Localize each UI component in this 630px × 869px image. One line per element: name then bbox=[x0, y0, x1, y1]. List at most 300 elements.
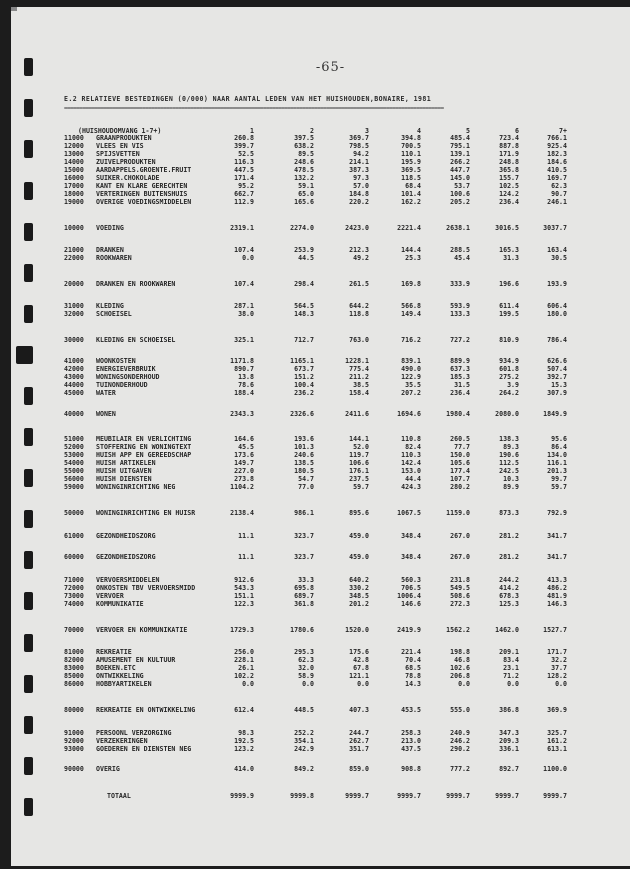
row-value: 912.6 bbox=[234, 576, 254, 584]
row-value: 1980.4 bbox=[446, 410, 470, 418]
row-value: 145.0 bbox=[450, 174, 470, 182]
row-value: 102.6 bbox=[450, 664, 470, 672]
row-code: 19000 bbox=[64, 198, 84, 206]
row-code: 52000 bbox=[64, 443, 84, 451]
row-value: 275.2 bbox=[499, 373, 519, 381]
row-value: 399.7 bbox=[234, 142, 254, 150]
row-value: 97.3 bbox=[353, 174, 369, 182]
row-value: 481.9 bbox=[547, 592, 567, 600]
row-label: OVERIG bbox=[96, 765, 120, 773]
row-value: 236.4 bbox=[450, 389, 470, 397]
row-value: 689.7 bbox=[294, 592, 314, 600]
row-code: 60000 bbox=[64, 553, 84, 561]
row-code: 82000 bbox=[64, 656, 84, 664]
row-value: 220.2 bbox=[349, 198, 369, 206]
row-code: 71000 bbox=[64, 576, 84, 584]
row-value: 763.0 bbox=[349, 336, 369, 344]
row-value: 889.9 bbox=[450, 357, 470, 365]
row-value: 25.3 bbox=[405, 254, 421, 262]
col-header: 5 bbox=[466, 127, 470, 135]
row-label: DRANKEN bbox=[96, 246, 124, 254]
row-value: 13.8 bbox=[238, 373, 254, 381]
row-value: 89.3 bbox=[503, 443, 519, 451]
row-value: 209.3 bbox=[499, 737, 519, 745]
row-value: 678.3 bbox=[499, 592, 519, 600]
row-value: 640.2 bbox=[349, 576, 369, 584]
row-value: 118.8 bbox=[349, 310, 369, 318]
row-value: 237.5 bbox=[349, 475, 369, 483]
row-value: 209.1 bbox=[499, 648, 519, 656]
row-value: 62.3 bbox=[551, 182, 567, 190]
row-label: HOBBYARTIKELEN bbox=[96, 680, 152, 688]
row-value: 325.7 bbox=[547, 729, 567, 737]
punch-hole bbox=[24, 264, 33, 282]
row-value: 149.4 bbox=[401, 310, 421, 318]
row-label: HUISH DIENSTEN bbox=[96, 475, 152, 483]
row-value: 361.8 bbox=[294, 600, 314, 608]
row-label: KLEDING EN SCHOEISEL bbox=[96, 336, 176, 344]
row-value: 1694.6 bbox=[397, 410, 421, 418]
row-value: 190.6 bbox=[499, 451, 519, 459]
row-label: ONTWIKKELING bbox=[96, 672, 144, 680]
row-value: 766.1 bbox=[547, 134, 567, 142]
row-value: 94.2 bbox=[353, 150, 369, 158]
row-code: 10000 bbox=[64, 224, 84, 232]
col-header: 7+ bbox=[559, 127, 567, 135]
row-value: 14.3 bbox=[405, 680, 421, 688]
row-value: 199.5 bbox=[499, 310, 519, 318]
row-value: 71.2 bbox=[503, 672, 519, 680]
row-value: 176.1 bbox=[349, 467, 369, 475]
row-value: 133.3 bbox=[450, 310, 470, 318]
row-label: WATER bbox=[96, 389, 116, 397]
row-value: 228.1 bbox=[234, 656, 254, 664]
row-code: 44000 bbox=[64, 381, 84, 389]
row-value: 144.4 bbox=[401, 246, 421, 254]
row-value: 122.9 bbox=[401, 373, 421, 381]
row-value: 153.0 bbox=[401, 467, 421, 475]
row-value: 564.5 bbox=[294, 302, 314, 310]
row-value: 38.0 bbox=[238, 310, 254, 318]
row-value: 45.5 bbox=[238, 443, 254, 451]
row-value: 142.4 bbox=[401, 459, 421, 467]
row-value: 258.3 bbox=[401, 729, 421, 737]
row-value: 1520.0 bbox=[345, 626, 369, 634]
table-title: E.2 RELATIEVE BESTEDINGEN (0/000) NAAR AANTAL LEDEN VAN HET HUISHOUDEN,BONAIRE, 1981 bbox=[64, 95, 432, 103]
row-label: GEZONDHEIDSZORG bbox=[96, 553, 156, 561]
row-code: 54000 bbox=[64, 459, 84, 467]
row-value: 70.4 bbox=[405, 656, 421, 664]
row-value: 146.6 bbox=[401, 600, 421, 608]
row-value: 447.7 bbox=[450, 166, 470, 174]
punch-hole bbox=[24, 305, 33, 323]
row-value: 986.1 bbox=[294, 509, 314, 517]
row-value: 78.6 bbox=[238, 381, 254, 389]
row-value: 490.0 bbox=[401, 365, 421, 373]
corner-mark bbox=[11, 7, 17, 11]
row-value: 700.5 bbox=[401, 142, 421, 150]
row-value: 410.5 bbox=[547, 166, 567, 174]
row-value: 2419.9 bbox=[397, 626, 421, 634]
row-code: 43000 bbox=[64, 373, 84, 381]
row-value: 193.9 bbox=[547, 280, 567, 288]
row-label: VERZEKERINGEN bbox=[96, 737, 148, 745]
row-value: 236.4 bbox=[499, 198, 519, 206]
total-label: TOTAAL bbox=[107, 792, 131, 800]
row-value: 98.3 bbox=[238, 729, 254, 737]
punch-hole bbox=[24, 223, 33, 241]
row-value: 205.2 bbox=[450, 198, 470, 206]
row-value: 260.5 bbox=[450, 435, 470, 443]
row-value: 606.4 bbox=[547, 302, 567, 310]
row-label: GEZONDHEIDSZORG bbox=[96, 532, 156, 540]
row-label: WONINGINRICHTING EN HUISR bbox=[96, 509, 196, 517]
row-value: 26.1 bbox=[238, 664, 254, 672]
row-value: 485.4 bbox=[450, 134, 470, 142]
row-value: 100.4 bbox=[294, 381, 314, 389]
row-value: 148.3 bbox=[294, 310, 314, 318]
row-value: 849.2 bbox=[294, 765, 314, 773]
row-code: 15000 bbox=[64, 166, 84, 174]
row-value: 77.7 bbox=[454, 443, 470, 451]
row-value: 1527.7 bbox=[543, 626, 567, 634]
row-code: 30000 bbox=[64, 336, 84, 344]
row-value: 68.4 bbox=[405, 182, 421, 190]
row-value: 58.9 bbox=[298, 672, 314, 680]
row-code: 40000 bbox=[64, 410, 84, 418]
total-value: 9999.7 bbox=[495, 792, 519, 800]
total-value: 9999.9 bbox=[230, 792, 254, 800]
row-value: 873.3 bbox=[499, 509, 519, 517]
row-value: 231.8 bbox=[450, 576, 470, 584]
row-value: 325.1 bbox=[234, 336, 254, 344]
row-value: 2638.1 bbox=[446, 224, 470, 232]
row-value: 45.4 bbox=[454, 254, 470, 262]
row-value: 77.0 bbox=[298, 483, 314, 491]
row-value: 341.7 bbox=[547, 553, 567, 561]
row-value: 184.8 bbox=[349, 190, 369, 198]
row-code: 53000 bbox=[64, 451, 84, 459]
row-value: 2221.4 bbox=[397, 224, 421, 232]
row-code: 21000 bbox=[64, 246, 84, 254]
row-label: TUINONDERHOUD bbox=[96, 381, 148, 389]
row-value: 695.8 bbox=[294, 584, 314, 592]
row-value: 387.3 bbox=[349, 166, 369, 174]
row-value: 59.7 bbox=[353, 483, 369, 491]
row-value: 307.9 bbox=[547, 389, 567, 397]
scanned-page bbox=[11, 7, 630, 866]
row-value: 206.8 bbox=[450, 672, 470, 680]
row-value: 3037.7 bbox=[543, 224, 567, 232]
row-code: 18000 bbox=[64, 190, 84, 198]
row-value: 184.6 bbox=[547, 158, 567, 166]
row-value: 392.7 bbox=[547, 373, 567, 381]
row-value: 908.8 bbox=[401, 765, 421, 773]
row-label: BOEKEN.ETC bbox=[96, 664, 136, 672]
row-value: 138.3 bbox=[499, 435, 519, 443]
row-code: 83000 bbox=[64, 664, 84, 672]
row-label: VERVOERSMIDDELEN bbox=[96, 576, 160, 584]
row-value: 1562.2 bbox=[446, 626, 470, 634]
row-value: 261.5 bbox=[349, 280, 369, 288]
row-label: STOFFERING EN WONINGTEXT bbox=[96, 443, 192, 451]
row-code: 14000 bbox=[64, 158, 84, 166]
row-value: 895.6 bbox=[349, 509, 369, 517]
row-value: 100.6 bbox=[450, 190, 470, 198]
row-value: 106.6 bbox=[349, 459, 369, 467]
row-value: 1228.1 bbox=[345, 357, 369, 365]
row-code: 80000 bbox=[64, 706, 84, 714]
row-label: KOMMUNIKATIE bbox=[96, 600, 144, 608]
row-value: 125.3 bbox=[499, 600, 519, 608]
row-value: 146.3 bbox=[547, 600, 567, 608]
row-value: 161.2 bbox=[547, 737, 567, 745]
row-value: 244.2 bbox=[499, 576, 519, 584]
row-value: 348.4 bbox=[401, 532, 421, 540]
row-value: 1462.0 bbox=[495, 626, 519, 634]
row-code: 41000 bbox=[64, 357, 84, 365]
row-value: 42.8 bbox=[353, 656, 369, 664]
row-code: 92000 bbox=[64, 737, 84, 745]
row-label: OVERIGE VOEDINGSMIDDELEN bbox=[96, 198, 192, 206]
row-value: 351.7 bbox=[349, 745, 369, 753]
row-value: 637.3 bbox=[450, 365, 470, 373]
row-label: MEUBILAIR EN VERLICHTING bbox=[96, 435, 192, 443]
row-value: 0.0 bbox=[555, 680, 567, 688]
row-value: 280.2 bbox=[450, 483, 470, 491]
row-code: 90000 bbox=[64, 765, 84, 773]
row-label: KANT EN KLARE GERECHTEN bbox=[96, 182, 188, 190]
row-value: 163.4 bbox=[547, 246, 567, 254]
row-value: 52.5 bbox=[238, 150, 254, 158]
row-value: 171.7 bbox=[547, 648, 567, 656]
row-value: 394.8 bbox=[401, 134, 421, 142]
row-value: 11.1 bbox=[238, 553, 254, 561]
row-label: HUISH APP EN GEREEDSCHAP bbox=[96, 451, 192, 459]
row-code: 42000 bbox=[64, 365, 84, 373]
row-value: 59.1 bbox=[298, 182, 314, 190]
row-value: 424.3 bbox=[401, 483, 421, 491]
row-value: 2080.0 bbox=[495, 410, 519, 418]
row-value: 555.0 bbox=[450, 706, 470, 714]
row-value: 169.7 bbox=[547, 174, 567, 182]
row-value: 3016.5 bbox=[495, 224, 519, 232]
row-value: 0.0 bbox=[357, 680, 369, 688]
row-value: 290.2 bbox=[450, 745, 470, 753]
row-value: 196.6 bbox=[499, 280, 519, 288]
row-value: 777.2 bbox=[450, 765, 470, 773]
row-value: 240.6 bbox=[294, 451, 314, 459]
row-value: 712.7 bbox=[294, 336, 314, 344]
row-code: 50000 bbox=[64, 509, 84, 517]
col-header: 6 bbox=[515, 127, 519, 135]
row-value: 162.2 bbox=[401, 198, 421, 206]
row-value: 38.5 bbox=[353, 381, 369, 389]
row-value: 0.0 bbox=[507, 680, 519, 688]
row-value: 2326.6 bbox=[290, 410, 314, 418]
punch-hole bbox=[24, 140, 33, 158]
row-value: 0.0 bbox=[458, 680, 470, 688]
row-value: 188.4 bbox=[234, 389, 254, 397]
row-value: 892.7 bbox=[499, 765, 519, 773]
row-value: 49.2 bbox=[353, 254, 369, 262]
row-value: 593.9 bbox=[450, 302, 470, 310]
row-value: 110.8 bbox=[401, 435, 421, 443]
row-value: 107.7 bbox=[450, 475, 470, 483]
row-value: 134.0 bbox=[547, 451, 567, 459]
row-value: 207.2 bbox=[401, 389, 421, 397]
row-value: 102.5 bbox=[499, 182, 519, 190]
punch-hole bbox=[24, 716, 33, 734]
row-value: 78.8 bbox=[405, 672, 421, 680]
row-value: 613.1 bbox=[547, 745, 567, 753]
row-value: 192.5 bbox=[234, 737, 254, 745]
row-code: 81000 bbox=[64, 648, 84, 656]
row-value: 116.3 bbox=[234, 158, 254, 166]
row-value: 150.0 bbox=[450, 451, 470, 459]
row-value: 365.8 bbox=[499, 166, 519, 174]
row-label: GRAANPRODUKTEN bbox=[96, 134, 152, 142]
row-value: 248.8 bbox=[499, 158, 519, 166]
row-value: 716.2 bbox=[401, 336, 421, 344]
row-value: 185.3 bbox=[450, 373, 470, 381]
row-value: 2343.3 bbox=[230, 410, 254, 418]
row-value: 82.4 bbox=[405, 443, 421, 451]
page-number: -65- bbox=[315, 60, 346, 75]
row-value: 252.2 bbox=[294, 729, 314, 737]
row-label: VERVOER bbox=[96, 592, 124, 600]
row-value: 121.1 bbox=[349, 672, 369, 680]
punch-hole bbox=[24, 99, 33, 117]
row-value: 414.0 bbox=[234, 765, 254, 773]
row-value: 611.4 bbox=[499, 302, 519, 310]
row-value: 1159.0 bbox=[446, 509, 470, 517]
row-value: 560.3 bbox=[401, 576, 421, 584]
row-code: 72000 bbox=[64, 584, 84, 592]
row-value: 201.3 bbox=[547, 467, 567, 475]
row-value: 1165.1 bbox=[290, 357, 314, 365]
row-code: 31000 bbox=[64, 302, 84, 310]
row-value: 612.4 bbox=[234, 706, 254, 714]
row-label: VLEES EN VIS bbox=[96, 142, 144, 150]
punch-hole bbox=[24, 551, 33, 569]
row-value: 887.8 bbox=[499, 142, 519, 150]
row-value: 673.7 bbox=[294, 365, 314, 373]
row-value: 53.7 bbox=[454, 182, 470, 190]
row-value: 180.0 bbox=[547, 310, 567, 318]
row-label: DRANKEN EN ROOKWAREN bbox=[96, 280, 176, 288]
row-value: 52.0 bbox=[353, 443, 369, 451]
row-value: 348.4 bbox=[401, 553, 421, 561]
header-label: (HUISHOUDOMVANG 1-7+) bbox=[78, 127, 162, 135]
row-code: 13000 bbox=[64, 150, 84, 158]
row-value: 112.5 bbox=[499, 459, 519, 467]
row-value: 2138.4 bbox=[230, 509, 254, 517]
row-value: 369.5 bbox=[401, 166, 421, 174]
row-value: 144.1 bbox=[349, 435, 369, 443]
punch-hole bbox=[16, 346, 33, 364]
row-value: 89.5 bbox=[298, 150, 314, 158]
row-value: 193.6 bbox=[294, 435, 314, 443]
row-code: 93000 bbox=[64, 745, 84, 753]
row-value: 727.2 bbox=[450, 336, 470, 344]
row-value: 295.3 bbox=[294, 648, 314, 656]
row-value: 227.0 bbox=[234, 467, 254, 475]
row-value: 23.1 bbox=[503, 664, 519, 672]
row-value: 242.9 bbox=[294, 745, 314, 753]
row-value: 59.7 bbox=[551, 483, 567, 491]
row-value: 37.7 bbox=[551, 664, 567, 672]
row-value: 798.5 bbox=[349, 142, 369, 150]
total-value: 9999.7 bbox=[446, 792, 470, 800]
row-label: SPIJSVETTEN bbox=[96, 150, 140, 158]
row-value: 638.2 bbox=[294, 142, 314, 150]
row-value: 508.6 bbox=[450, 592, 470, 600]
row-value: 65.0 bbox=[298, 190, 314, 198]
row-value: 30.5 bbox=[551, 254, 567, 262]
row-code: 32000 bbox=[64, 310, 84, 318]
row-label: KLEDING bbox=[96, 302, 124, 310]
row-value: 244.7 bbox=[349, 729, 369, 737]
row-value: 925.4 bbox=[547, 142, 567, 150]
row-value: 122.3 bbox=[234, 600, 254, 608]
row-value: 0.0 bbox=[302, 680, 314, 688]
row-value: 173.6 bbox=[234, 451, 254, 459]
row-value: 281.2 bbox=[499, 553, 519, 561]
row-value: 54.7 bbox=[298, 475, 314, 483]
row-label: WONINGINRICHTING NEG bbox=[96, 483, 176, 491]
row-value: 182.3 bbox=[547, 150, 567, 158]
row-value: 242.5 bbox=[499, 467, 519, 475]
row-value: 248.6 bbox=[294, 158, 314, 166]
row-value: 46.8 bbox=[454, 656, 470, 664]
row-value: 1780.6 bbox=[290, 626, 314, 634]
row-value: 386.8 bbox=[499, 706, 519, 714]
row-code: 73000 bbox=[64, 592, 84, 600]
row-value: 57.0 bbox=[353, 182, 369, 190]
row-value: 644.2 bbox=[349, 302, 369, 310]
row-value: 89.9 bbox=[503, 483, 519, 491]
row-value: 155.7 bbox=[499, 174, 519, 182]
row-value: 566.8 bbox=[401, 302, 421, 310]
row-value: 486.2 bbox=[547, 584, 567, 592]
row-value: 44.4 bbox=[405, 475, 421, 483]
row-value: 68.5 bbox=[405, 664, 421, 672]
row-value: 33.3 bbox=[298, 576, 314, 584]
row-value: 44.5 bbox=[298, 254, 314, 262]
row-value: 86.4 bbox=[551, 443, 567, 451]
row-value: 369.7 bbox=[349, 134, 369, 142]
row-code: 74000 bbox=[64, 600, 84, 608]
col-header: 1 bbox=[250, 127, 254, 135]
row-value: 31.3 bbox=[503, 254, 519, 262]
punch-hole bbox=[24, 387, 33, 405]
row-value: 246.1 bbox=[547, 198, 567, 206]
row-value: 256.0 bbox=[234, 648, 254, 656]
row-label: SCHOEISEL bbox=[96, 310, 132, 318]
row-value: 246.2 bbox=[450, 737, 470, 745]
row-code: 12000 bbox=[64, 142, 84, 150]
row-code: 55000 bbox=[64, 467, 84, 475]
row-value: 83.4 bbox=[503, 656, 519, 664]
row-value: 105.6 bbox=[450, 459, 470, 467]
row-value: 158.4 bbox=[349, 389, 369, 397]
row-value: 281.2 bbox=[499, 532, 519, 540]
col-header: 3 bbox=[365, 127, 369, 135]
punch-hole bbox=[24, 592, 33, 610]
row-value: 397.5 bbox=[294, 134, 314, 142]
row-value: 32.2 bbox=[551, 656, 567, 664]
